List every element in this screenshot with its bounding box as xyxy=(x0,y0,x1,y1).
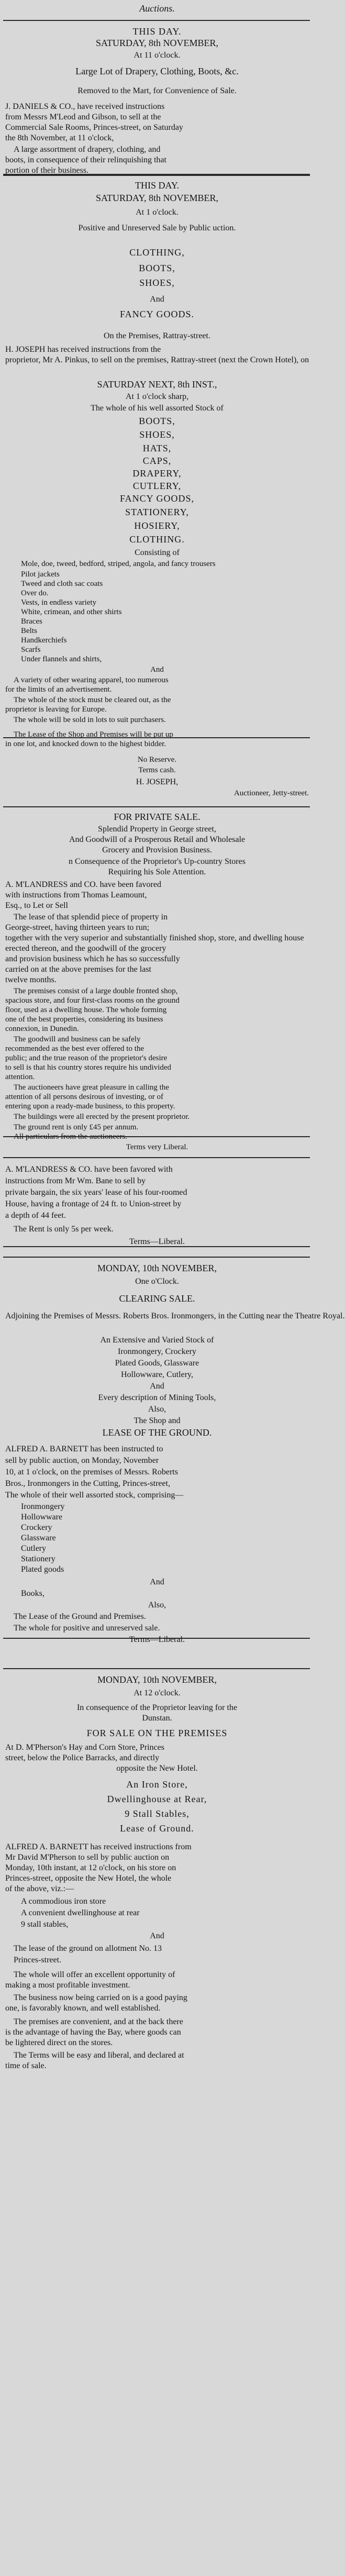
ad-line: from Messrs M'Leod and Gibson, to sell at the xyxy=(5,113,161,121)
ad-line: CLOTHING. xyxy=(129,534,185,545)
ad-line: carried on at the above premises for the last xyxy=(5,965,151,974)
ad-line: Vests, in endless variety xyxy=(21,598,97,607)
ad-line: At 1 o'clock sharp, xyxy=(125,392,189,401)
ad-line: Also, xyxy=(148,1405,166,1414)
ad-line: boots, in consequence of their relinquishing that xyxy=(5,156,166,164)
ad-line: opposite the New Hotel. xyxy=(116,1764,198,1773)
ad-line: The Lease of the Shop and Premises will be put up xyxy=(14,730,173,739)
ad-line: H. JOSEPH has received instructions from the xyxy=(5,345,161,354)
ad-line: one, is favorably known, and well established. xyxy=(5,2004,161,2013)
divider-rule xyxy=(3,1257,310,1258)
ad-line: The premises consist of a large double fronted shop, xyxy=(14,987,178,995)
ad-line: Crockery xyxy=(21,1523,52,1532)
ad-line: SHOES, xyxy=(139,277,175,288)
ad-line: portion of their business. xyxy=(5,166,89,175)
ad-line: J. DANIELS & CO., have received instructions xyxy=(5,102,165,111)
ad-line: Terms—Liberal. xyxy=(129,1237,185,1246)
ad-line: DRAPERY, xyxy=(132,468,182,479)
ad-line: And Goodwill of a Prosperous Retail and Wholesale xyxy=(69,835,246,844)
ad-line: Glassware xyxy=(21,1534,56,1542)
ad-line: Consisting of xyxy=(135,548,180,557)
ad-line: Terms—Liberal. xyxy=(129,1635,185,1644)
ad-line: a depth of 44 feet. xyxy=(5,1211,66,1220)
ad-line: No Reserve. xyxy=(137,756,177,764)
ad-line: time of sale. xyxy=(5,2061,47,2070)
ad-line: Pilot jackets xyxy=(21,570,60,579)
ad-line: Positive and Unreserved Sale by Public uction. xyxy=(78,224,236,232)
ad-line: H. JOSEPH, xyxy=(136,778,179,786)
ad-line: connexion, in Dunedin. xyxy=(5,1025,79,1033)
ad-line: Hollowware, Cutlery, xyxy=(120,1370,194,1379)
ad-line: CUTLERY, xyxy=(132,481,182,491)
ad-line: Splendid Property in George street, xyxy=(98,825,216,834)
ad-line: Mole, doe, tweed, bedford, striped, angola, and fancy trousers xyxy=(21,560,216,568)
ad-line: of the above, viz.:— xyxy=(5,1884,74,1893)
ad-line: Over do. xyxy=(21,589,49,597)
divider-rule xyxy=(3,20,310,21)
ad-line: Large Lot of Drapery, Clothing, Boots, &c. xyxy=(75,66,239,76)
ad-line: one of the best properties, considering its business xyxy=(5,1015,163,1024)
ad-line: SHOES, xyxy=(139,429,175,440)
ad-line: the 8th November, at 11 o'clock, xyxy=(5,134,114,142)
ad-line: Auctioneer, Jetty-street. xyxy=(233,789,309,797)
ad-line: And xyxy=(150,1382,164,1391)
ad-line: And xyxy=(150,665,164,674)
ad-line: ALFRED A. BARNETT has received instructions from xyxy=(5,1842,192,1851)
ad-line: Also, xyxy=(148,1601,166,1609)
ad-line: At 11 o'clock. xyxy=(133,51,181,60)
ad-line: Plated Goods, Glassware xyxy=(115,1359,199,1368)
ad-line: instructions from Mr Wm. Bane to sell by xyxy=(5,1176,146,1185)
ad-line: FOR SALE ON THE PREMISES xyxy=(86,1728,228,1738)
ad-line: THIS DAY. xyxy=(132,26,182,37)
ad-line: FANCY GOODS. xyxy=(119,309,195,319)
ad-fancy-goods xyxy=(0,175,314,797)
ad-line: Books, xyxy=(21,1589,44,1598)
ad-line: Belts xyxy=(21,627,37,635)
ad-line: Dwellinghouse at Rear, xyxy=(107,1794,207,1804)
ad-line: Requiring his Sole Attention. xyxy=(108,868,206,876)
ad-line: ALFRED A. BARNETT has been instructed to xyxy=(5,1445,163,1453)
ad-line: The whole for positive and unreserved sale. xyxy=(14,1624,160,1633)
ad-line: private bargain, the six years' lease of his four-roomed xyxy=(5,1188,187,1197)
ad-line: Cutlery xyxy=(21,1544,46,1553)
ad-line: The whole of the stock must be cleared out, as the xyxy=(14,696,171,704)
ad-line: The whole of his well assorted Stock of xyxy=(91,404,224,413)
ad-line: On the Premises, Rattray-street. xyxy=(104,331,210,340)
ad-line: in one lot, and knocked down to the highest bidder. xyxy=(5,740,166,748)
ad-line: Every description of Mining Tools, xyxy=(98,1393,216,1402)
ad-line: Adjoining the Premises of Messrs. Roberts Bros. Ironmongers, in the Cutting near the Theatre Royal. xyxy=(5,1312,345,1320)
ad-line: The lease of that splendid piece of property in xyxy=(14,913,168,921)
ad-line: 9 stall stables, xyxy=(21,1920,69,1929)
ad-line: MONDAY, 10th NOVEMBER, xyxy=(97,1263,217,1273)
ad-line: And xyxy=(150,1578,164,1586)
ad-line: street, below the Police Barracks, and directly xyxy=(5,1753,160,1762)
ad-line: attention of all persons desirous of investing, or of xyxy=(5,1093,164,1101)
ad-line: Removed to the Mart, for Convenience of Sale. xyxy=(77,86,237,95)
ad-line: HATS, xyxy=(142,443,172,453)
ad-line: be lightered direct on the stores. xyxy=(5,2038,113,2047)
ad-line: CAPS, xyxy=(142,456,172,466)
ad-line: An Iron Store, xyxy=(126,1779,188,1790)
ad-line: And xyxy=(150,295,164,304)
ad-line: A commodious iron store xyxy=(21,1897,106,1906)
ad-line: to sell is that his country stores require his undivided xyxy=(5,1063,172,1072)
ad-line: n Consequence of the Proprietor's Up-country Stores xyxy=(69,857,246,866)
ad-line: HOSIERY, xyxy=(134,520,180,531)
ad-line: Dunstan. xyxy=(142,1714,172,1723)
ad-line: Princes-street. xyxy=(14,1956,62,1964)
ad-line: The whole will be sold in lots to suit purchasers. xyxy=(14,716,166,724)
ad-line: A large assortment of drapery, clothing, and xyxy=(14,145,161,154)
ad-line: CLEARING SALE. xyxy=(119,1293,195,1304)
ad-line: A convenient dwellinghouse at rear xyxy=(21,1908,140,1917)
ad-line: Hollowware xyxy=(21,1513,63,1522)
ad-line: public; and the true reason of the proprietor's desire xyxy=(5,1054,168,1062)
ad-line: is the advantage of having the Bay, where goods can xyxy=(5,2028,181,2037)
ad-line: The Lease of the Ground and Premises. xyxy=(14,1612,146,1621)
ad-line: The goodwill and business can be safely xyxy=(14,1035,141,1043)
ad-line: Lease of Ground. xyxy=(120,1823,194,1834)
ad-line: Commercial Sale Rooms, Princes-street, on Saturday xyxy=(5,123,183,132)
ad-line: 9 Stall Stables, xyxy=(125,1808,190,1819)
ad-line: Princes-street, opposite the New Hotel, the whole xyxy=(5,1874,172,1883)
divider-rule xyxy=(3,175,310,176)
ad-line: CLOTHING, xyxy=(129,247,185,258)
ad-line: floor, used as a dwelling house. The whole forming xyxy=(5,1006,167,1014)
ad-line: sell by public auction, on Monday, November xyxy=(5,1456,159,1465)
ad-line: together with the very superior and substantially finished shop, store, and dwelling house xyxy=(5,934,304,942)
ad-line: Plated goods xyxy=(21,1565,64,1574)
ad-line: erected thereon, and the goodwill of the grocery xyxy=(5,944,166,953)
divider-rule xyxy=(3,806,310,807)
ad-line: Scarfs xyxy=(21,646,41,654)
ad-line: One o'Clock. xyxy=(135,1277,179,1286)
ad-line: Braces xyxy=(21,617,42,626)
ad-line: entering upon a ready-made business, to this property. xyxy=(5,1102,175,1111)
ad-line: The Terms will be easy and liberal, and declared at xyxy=(14,2051,184,2060)
ad-line: making a most profitable investment. xyxy=(5,1981,130,1990)
ad-line: In consequence of the Proprietor leaving for the xyxy=(76,1703,238,1712)
divider-rule xyxy=(3,1157,310,1158)
ad-line: An Extensive and Varied Stock of xyxy=(100,1336,214,1345)
ad-line: spacious store, and four first-class rooms on the ground xyxy=(5,996,180,1005)
ad-line: Tweed and cloth sac coats xyxy=(21,580,103,588)
ad-line: A. M'LANDRESS and CO. have been favored xyxy=(5,880,161,889)
ad-line: and provision business which he has so successfully xyxy=(5,954,180,963)
ad-line: FOR PRIVATE SALE. xyxy=(114,812,201,822)
ad-line: Bros., Ironmongers in the Cutting, Princes-street, xyxy=(5,1479,171,1488)
ad-line: LEASE OF THE GROUND. xyxy=(102,1427,212,1438)
ad-line: proprietor, Mr A. Pinkus, to sell on the premises, Rattray-street (next the Crown Hotel), on xyxy=(5,356,309,364)
ad-line: STATIONERY, xyxy=(125,507,189,517)
ad-line: SATURDAY, 8th NOVEMBER, xyxy=(95,193,219,203)
ad-line: The premises are convenient, and at the back there xyxy=(14,2017,183,2026)
ad-line: The lease of the ground on allotment No. 13 xyxy=(14,1944,162,1953)
ad-line: twelve months. xyxy=(5,975,57,984)
ad-line: Under flannels and shirts, xyxy=(21,655,102,663)
ad-line: And xyxy=(150,1931,164,1940)
ad-line: SATURDAY, 8th NOVEMBER, xyxy=(95,38,219,48)
ad-line: The business now being carried on is a good paying xyxy=(14,1993,187,2002)
column-header: Auctions. xyxy=(139,3,175,14)
ad-line: White, crimean, and other shirts xyxy=(21,608,122,616)
ad-line: All particulars from the auctioneers. xyxy=(14,1132,128,1141)
ad-line: At D. M'Pherson's Hay and Corn Store, Princes xyxy=(5,1743,164,1752)
ad-line: FANCY GOODS, xyxy=(119,493,195,504)
ad-line: A variety of other wearing apparel, too numerous xyxy=(14,676,169,684)
ad-line: Mr David M'Pherson to sell by public auction on xyxy=(5,1853,170,1862)
divider-rule xyxy=(3,1668,310,1669)
ad-line: THIS DAY. xyxy=(135,180,180,191)
ad-line: with instructions from Thomas Leamount, xyxy=(5,891,147,900)
ad-hay-corn-store xyxy=(0,1668,314,2070)
ad-line: The whole will offer an excellent opportunity of xyxy=(14,1970,175,1979)
ad-line: Monday, 10th instant, at 12 o'clock, on his store on xyxy=(5,1863,176,1872)
ad-line: 10, at 1 o'clock, on the premises of Messrs. Roberts xyxy=(5,1468,178,1476)
ad-line: The ground rent is only £45 per annum. xyxy=(14,1123,139,1131)
ad-line: A. M'LANDRESS & CO. have been favored with xyxy=(5,1165,173,1174)
ad-line: for the limits of an advertisement. xyxy=(5,685,112,694)
ad-line: Handkerchiefs xyxy=(21,636,67,645)
ad-line: George-street, having thirteen years to run; xyxy=(5,923,150,932)
ad-line: BOOTS, xyxy=(139,416,175,426)
ad-private-sale xyxy=(0,806,314,1204)
ad-line: The buildings were all erected by the present proprietor. xyxy=(14,1113,190,1121)
ad-line: At 12 o'clock. xyxy=(133,1689,181,1697)
ad-line: The Shop and xyxy=(133,1416,181,1425)
ad-line: The auctioneers have great pleasure in calling the xyxy=(14,1083,169,1092)
ad-line: Terms cash. xyxy=(138,766,176,774)
ad-line: MONDAY, 10th NOVEMBER, xyxy=(97,1674,217,1685)
ad-line: Ironmongery, Crockery xyxy=(117,1347,197,1356)
ad-line: SATURDAY NEXT, 8th INST., xyxy=(97,379,217,390)
ad-line: Esq., to Let or Sell xyxy=(5,901,68,910)
ad-line: attention. xyxy=(5,1073,35,1081)
ad-line: The whole of their well assorted stock, comprising— xyxy=(5,1491,184,1500)
ad-line: proprietor is leaving for Europe. xyxy=(5,705,107,714)
ad-line: The Rent is only 5s per week. xyxy=(14,1225,114,1234)
ad-line: recommended as the best ever offered to the xyxy=(5,1045,144,1053)
ad-line: At 1 o'clock. xyxy=(136,208,179,217)
ad-line: Terms very Liberal. xyxy=(126,1143,188,1151)
ad-line: Stationery xyxy=(21,1555,55,1563)
ad-clearing-sale xyxy=(0,1257,345,1655)
ad-line: BOOTS, xyxy=(139,263,175,273)
ad-line: Ironmongery xyxy=(21,1502,65,1511)
ad-line: Grocery and Provision Business. xyxy=(102,846,212,854)
ad-line: House, having a frontage of 24 ft. to Union-street by xyxy=(5,1200,182,1208)
